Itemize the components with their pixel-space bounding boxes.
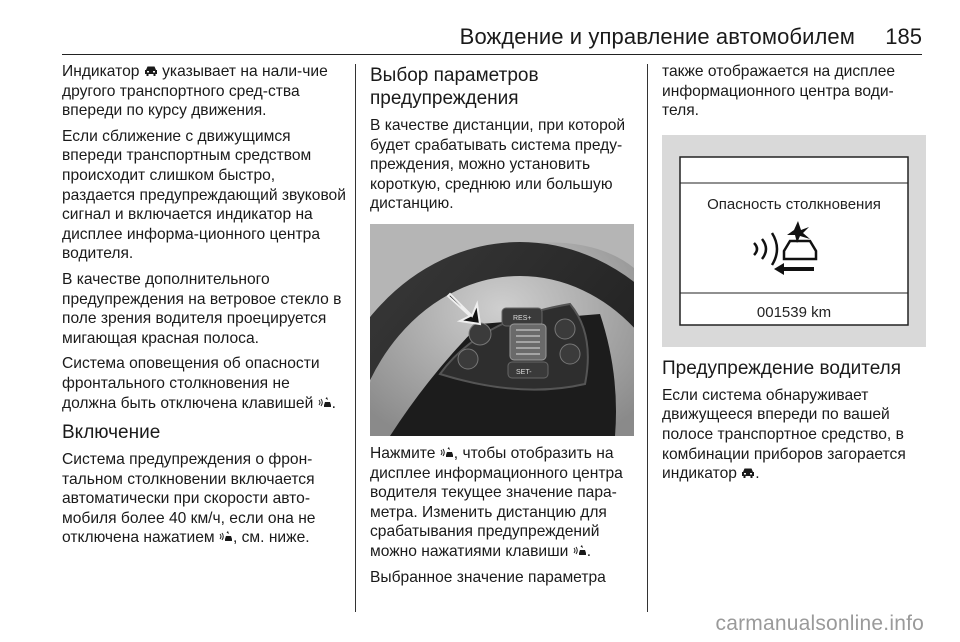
fcw-button-icon <box>318 396 332 409</box>
page-title: Вождение и управление автомобилем <box>459 24 855 49</box>
paragraph: также отображается на дисплее информационного центра води-теля. <box>662 63 896 120</box>
paragraph: Если сближение с движущимся впереди транспортным средством происходит слишком быстро, раздается предупреждающий звуковой сигнал и включается индикатор на дисплее информа-ционного центра водителя. <box>62 127 346 263</box>
paragraph: Выбранное значение параметра <box>370 568 606 586</box>
fcw-button-icon <box>573 544 587 557</box>
display-title: Опасность столкновения <box>707 195 881 213</box>
steering-wheel-image <box>370 224 634 436</box>
section-heading: Выбор параметров предупреждения <box>370 65 539 109</box>
warning-display-image <box>662 135 926 347</box>
header-divider <box>62 54 922 55</box>
paragraph: Индикатор указывает на нали-чие другого транспортного сред-ства впереди по курсу движения. <box>62 63 328 120</box>
wheel-label-set: SET- <box>516 368 532 376</box>
column-3 <box>662 62 924 490</box>
paragraph: В качестве дополнительного предупреждения на ветровое стекло в поле зрения водителя проецируется мигающая красная полоса. <box>62 270 342 347</box>
watermark: carmanualsonline.info <box>715 612 924 635</box>
fcw-button-icon <box>219 530 233 543</box>
paragraph: Система оповещения об опасности фронтального столкновения не должна быть отключена клавишей . <box>62 355 336 412</box>
paragraph: В качестве дистанции, при которой будет срабатывать система преду-преждения, можно установить короткую, среднюю или большую дистанцию. <box>370 117 626 213</box>
paragraph: Нажмите , чтобы отобразить на дисплее информационного центра водителя текущее значение пара-метра. Изменить дистанцию для срабатывания предупреждений можно нажатиями клавиши . <box>370 444 623 560</box>
car-front-icon <box>741 467 755 479</box>
display-odometer: 001539 km <box>756 303 832 321</box>
paragraph: Система предупреждения о фрон-тальном столкновении включается автоматически при скорости авто-мобиля более 40 км/ч, если она не отключена нажатием , см. ниже. <box>62 451 316 547</box>
column-divider-1 <box>355 64 356 612</box>
column-2 <box>370 62 635 593</box>
section-heading: Предупреждение водителя <box>662 357 902 379</box>
fcw-button-icon <box>440 446 454 459</box>
column-divider-2 <box>647 64 648 612</box>
page-number: 185 <box>885 24 922 49</box>
car-front-icon <box>144 65 158 77</box>
section-heading: Включение <box>62 422 161 444</box>
wheel-label-res: RES+ <box>513 314 532 322</box>
column-1 <box>62 62 347 554</box>
paragraph: Если система обнаруживает движущееся впереди по вашей полосе транспортное средство, в комбинации приборов загорается индикатор . <box>662 386 906 483</box>
page-header <box>0 0 960 56</box>
